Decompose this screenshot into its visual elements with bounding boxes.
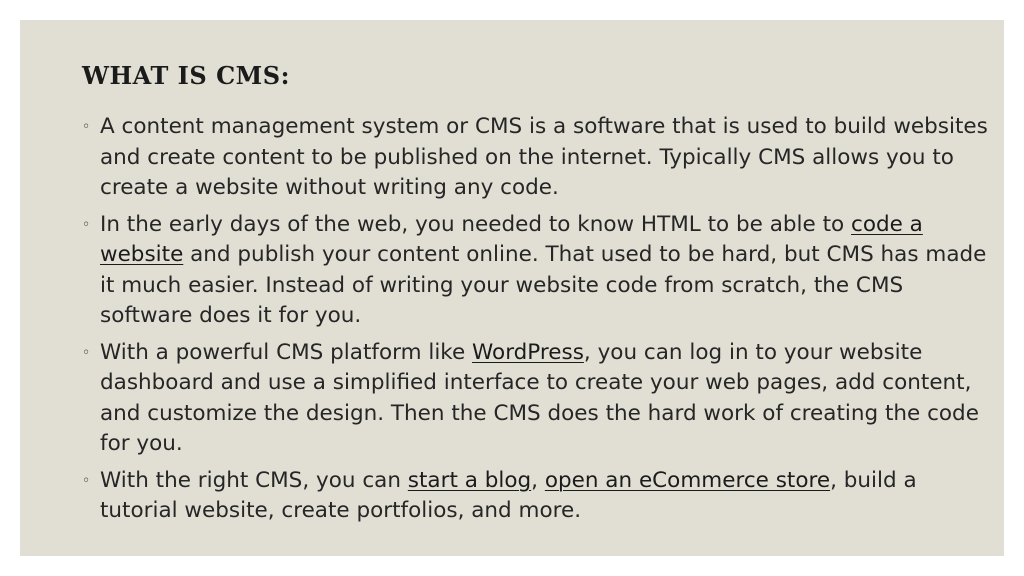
bullet-text: In the early days of the web, you needed to know HTML to be able to — [100, 211, 851, 237]
bullet-text: A content management system or CMS is a software that is used to build websites and create content to be published on the internet. Typically CMS allows you to create a website without writing any code. — [100, 114, 988, 200]
bullet-list — [80, 112, 996, 533]
bullet-marker-icon: ◦ — [82, 119, 91, 135]
bullet-text: With a powerful CMS platform like — [100, 339, 473, 365]
wordpress-link[interactable]: WordPress — [472, 339, 584, 365]
bullet-item — [80, 112, 996, 204]
code-a-website-link[interactable]: code a website — [100, 211, 923, 267]
slide — [20, 20, 1004, 556]
bullet-marker-icon: ◦ — [82, 344, 91, 361]
bullet-text: With the right CMS, you can — [100, 467, 408, 493]
bullet-text: , build a tutorial website, create portfolios, and more. — [100, 467, 917, 523]
bullet-item — [80, 466, 996, 527]
bullet-item — [80, 210, 996, 332]
bullet-marker-icon: ◦ — [82, 472, 91, 489]
bullet-text: and publish your content online. That used to be hard, but CMS has made it much easier. Instead of writing your website code from scratch, the CMS software does it for you. — [100, 242, 987, 328]
open-ecommerce-store-link[interactable]: open an eCommerce store — [544, 467, 831, 493]
bullet-item — [80, 338, 996, 460]
bullet-marker-icon: ◦ — [82, 216, 91, 233]
bullet-text: , — [531, 467, 545, 493]
slide-title: WHAT IS CMS: — [82, 61, 290, 90]
start-a-blog-link[interactable]: start a blog — [407, 467, 532, 493]
bullet-text: , you can log in to your website dashboard and use a simplified interface to create your web pages, add content, and customize the design. Then the CMS does the hard work of creating the code for you. — [100, 339, 979, 456]
